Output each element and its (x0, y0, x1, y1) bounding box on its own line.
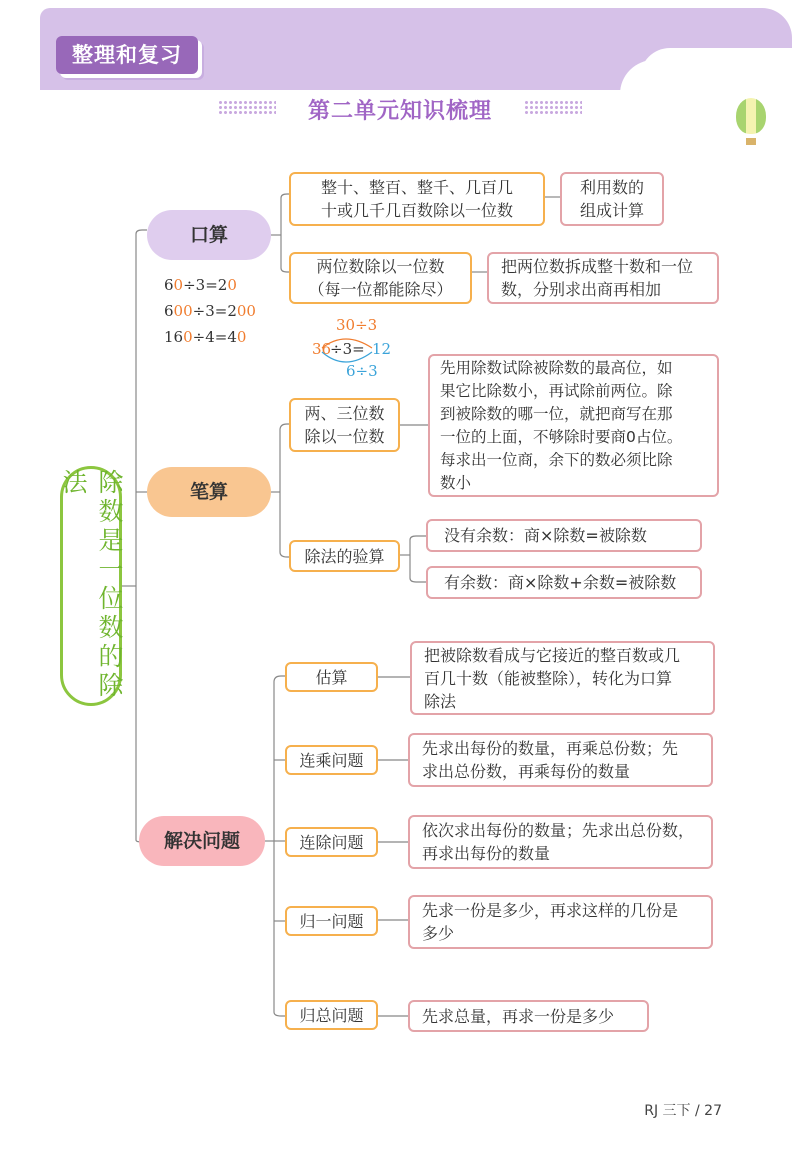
split-right: 12 (372, 340, 392, 358)
oral-rule-2-line2: （每一位都能除尽） (308, 280, 453, 299)
written-rule-2 (289, 540, 400, 572)
note-line: 除法 (424, 691, 457, 711)
oral-example-3 (164, 328, 246, 346)
note-line: 先用除数试除被除数的最高位，如 (440, 358, 673, 377)
problem-label-unit (285, 906, 378, 936)
problem-note-total (408, 1000, 649, 1032)
note-line: 果它比除数小，再试除前两位。除 (440, 381, 673, 400)
problem-label-estimate (285, 662, 378, 692)
note-line: 百几十数（能被整除），转化为口算 (424, 668, 673, 688)
example-zero: 0 (236, 328, 247, 346)
written-rule-1-line2: 除以一位数 (304, 427, 385, 446)
note-line: 多少 (422, 924, 455, 943)
note-line: 数小 (440, 473, 472, 492)
oral-rule-1-note-line1: 利用数的 (579, 178, 644, 197)
section-tag: 整理和复习 (56, 36, 198, 74)
oral-rule-1-note-line2: 组成计算 (579, 201, 644, 220)
problem-note-unit (408, 895, 713, 949)
written-rule-1-line1: 两、三位数 (304, 404, 385, 423)
problem-note-multiply (408, 733, 713, 787)
split-left: 36 (312, 340, 332, 358)
oral-rule-1-note (560, 172, 664, 226)
page-number: RJ 三下 / 27 (644, 1103, 722, 1119)
example-zero: 0 (227, 276, 237, 294)
category-written: 笔算 (147, 467, 271, 517)
problem-label-total (285, 1000, 378, 1030)
page-title: 第二单元知识梳理 (307, 99, 492, 124)
note-line: 先求总量，再求一份是多少 (422, 1006, 615, 1026)
note-line: 把被除数看成与它接近的整百数或几 (424, 645, 681, 665)
oral-rule-1 (289, 172, 545, 226)
note-line: 先求出每份的数量，再乘总份数；先 (422, 739, 679, 758)
problem-label-text: 归总问题 (299, 1005, 364, 1025)
check-with-remainder-text: 有余数：商×除数+余数=被除数 (444, 573, 677, 592)
problem-label-text: 连乘问题 (299, 750, 364, 770)
example-zero: 0 (183, 328, 193, 346)
written-rule-2-label: 除法的验算 (304, 546, 385, 566)
category-oral: 口算 (147, 210, 271, 260)
example-operation: ÷3=2 (183, 276, 228, 294)
written-rule-1-note (428, 354, 719, 497)
problem-note-estimate (410, 641, 715, 715)
note-line: 到被除数的哪一位，就把商写在那 (440, 404, 673, 423)
example-zero: 0 (173, 276, 184, 294)
oral-example-2 (164, 302, 256, 320)
oral-rule-2-note-line1: 把两位数拆成整十数和一位 (501, 257, 694, 276)
split-bottom: 6÷3 (346, 362, 378, 380)
check-no-remainder (426, 519, 702, 552)
problem-label-multiply (285, 745, 378, 775)
problem-label-text: 归一问题 (299, 911, 364, 931)
oral-rule-2 (289, 252, 472, 304)
problem-label-divide (285, 827, 378, 857)
note-line: 再求出每份的数量 (422, 844, 551, 863)
oral-rule-2-note (487, 252, 719, 304)
note-line: 先求一份是多少，再求这样的几份是 (422, 901, 679, 920)
example-digit: 6 (164, 302, 174, 320)
problem-label-text: 估算 (315, 667, 348, 687)
problem-label-text: 连除问题 (299, 832, 364, 852)
split-mid: ÷3= (330, 340, 365, 358)
example-operation: ÷3=2 (192, 302, 237, 320)
example-zero: 00 (236, 302, 256, 320)
example-digit: 16 (164, 328, 184, 346)
root-label: 除数是一位数的除法 (59, 469, 124, 701)
oral-rule-1-line2: 十或几千几百数除以一位数 (320, 201, 513, 220)
example-operation: ÷4=4 (192, 328, 237, 346)
problem-note-divide (408, 815, 713, 869)
note-line: 求出总份数，再乘每份的数量 (422, 762, 631, 781)
category-problem: 解决问题 (139, 816, 265, 866)
example-zero: 00 (173, 302, 193, 320)
written-rule-1 (289, 398, 400, 452)
oral-example-1 (164, 276, 237, 294)
split-top: 30÷3 (336, 316, 378, 334)
example-digit: 6 (164, 276, 174, 294)
note-line: 每求出一位商，余下的数必须比除 (440, 450, 673, 469)
root-node (60, 466, 122, 706)
oral-rule-1-line1: 整十、整百、整千、几百几 (320, 178, 513, 197)
oral-rule-2-line1: 两位数除以一位数 (316, 257, 445, 276)
check-with-remainder (426, 566, 702, 599)
check-no-remainder-text: 没有余数：商×除数=被除数 (444, 526, 647, 545)
note-line: 依次求出每份的数量；先求出总份数， (422, 821, 695, 840)
oral-rule-2-note-line2: 数，分别求出商再相加 (501, 280, 662, 299)
note-line: 一位的上面，不够除时要商0占位。 (440, 427, 683, 446)
